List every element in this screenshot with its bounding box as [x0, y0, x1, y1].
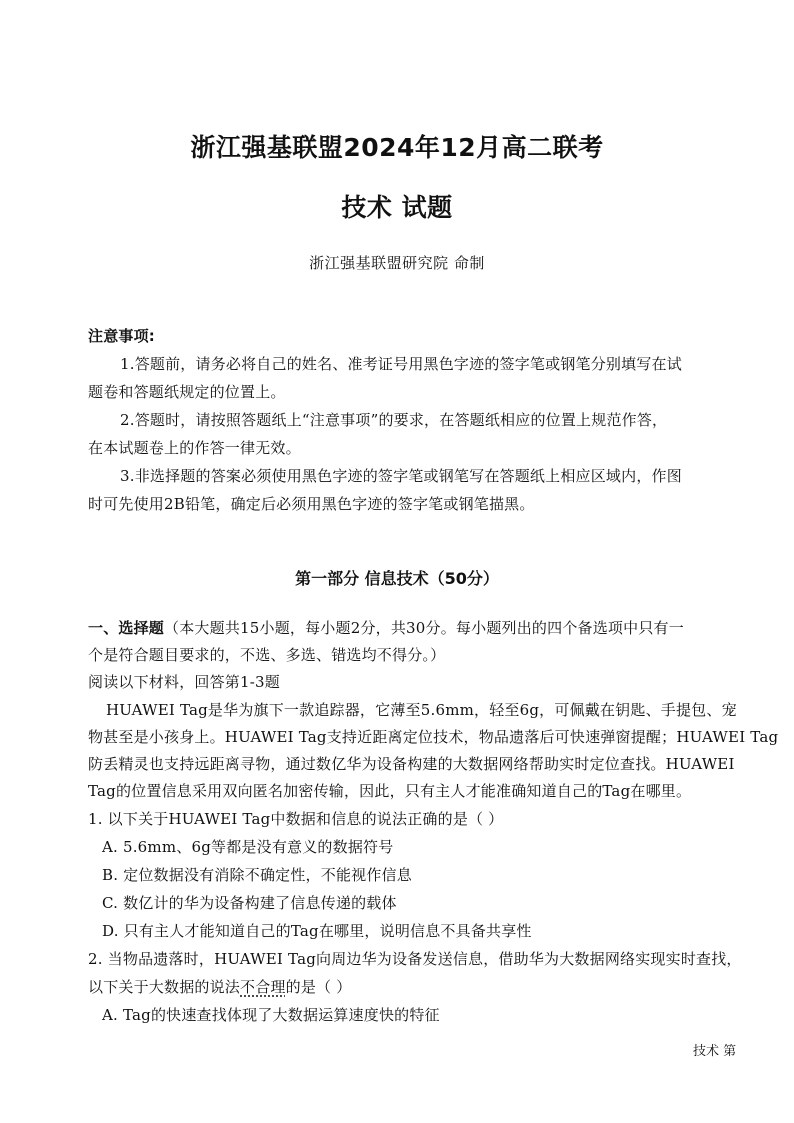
author-line: 浙江强基联盟研究院 命制: [309, 254, 485, 272]
question-2-option-a: A. Tag的快速查找体现了大数据运算速度快的特征: [102, 1006, 440, 1024]
question-1-option-b: B. 定位数据没有消除不确定性，不能视作信息: [102, 866, 412, 884]
question-1-stem: 1. 以下关于HUAWEI Tag中数据和信息的说法正确的是（ ）: [88, 810, 504, 828]
notice-line-5: 3.非选择题的答案必须使用黑色字迹的签字笔或钢笔写在答题纸上相应区域内，作图: [120, 467, 682, 485]
question-2-stem-2: [88, 976, 351, 997]
material-line-4: Tag的位置信息采用双向匿名加密传输，因此，只有主人才能准确知道自己的Tag在哪里。: [88, 782, 692, 800]
page-subtitle: 技术 试题: [341, 193, 453, 222]
section-desc-1: （本大题共15小题，每小题2分，共30分。每小题列出的四个备选项中只有一: [164, 619, 684, 637]
section-desc-2: 个是符合题目要求的，不选、多选、错选均不得分。）: [88, 646, 446, 664]
notice-line-2: 题卷和答题纸规定的位置上。: [88, 383, 286, 401]
section-heading: [88, 617, 684, 638]
question-1-option-a: A. 5.6mm、6g等都是没有意义的数据符号: [102, 838, 394, 856]
section-label: 一、选择题: [88, 619, 165, 637]
notice-line-1: 1.答题前，请务必将自己的姓名、准考证号用黑色字迹的签字笔或钢笔分别填写在试: [120, 355, 682, 373]
part-title: 第一部分 信息技术（50分）: [295, 569, 499, 588]
material-line-3: 防丢精灵也支持远距离寻物，通过数亿华为设备构建的大数据网络帮助实时定位查找。HUAWEI: [88, 755, 735, 773]
question-2-emphasis: 不合理: [240, 978, 286, 996]
question-1-option-d: D. 只有主人才能知道自己的Tag在哪里，说明信息不具备共享性: [102, 922, 532, 940]
reading-instruction: 阅读以下材料，回答第1-3题: [88, 673, 280, 691]
question-2-stem-pre: 以下关于大数据的说法: [88, 978, 241, 996]
page-title: 浙江强基联盟2024年12月高二联考: [190, 133, 604, 162]
material-line-2: 物甚至是小孩身上。HUAWEI Tag支持近距离定位技术，物品遗落后可快速弹窗提醒；HUAWEI Tag: [88, 728, 779, 746]
question-1-option-c: C. 数亿计的华为设备构建了信息传递的载体: [102, 894, 397, 912]
question-2-stem-1: 2. 当物品遗落时，HUAWEI Tag向周边华为设备发送信息，借助华为大数据网络实现实时查找，: [88, 950, 742, 968]
notice-line-4: 在本试题卷上的作答一律无效。: [88, 439, 301, 457]
notice-line-3: 2.答题时，请按照答题纸上“注意事项”的要求，在答题纸相应的位置上规范作答，: [120, 411, 668, 429]
material-line-1: HUAWEI Tag是华为旗下一款追踪器，它薄至5.6mm，轻至6g，可佩戴在钥匙、手提包、宠: [106, 701, 737, 719]
page-footer: 技术 第: [693, 1044, 737, 1059]
question-2-stem-post: 的是（ ）: [285, 978, 352, 996]
notice-line-6: 时可先使用2B铅笔，确定后必须用黑色字迹的签字笔或钢笔描黑。: [88, 495, 535, 513]
notice-heading: 注意事项:: [88, 327, 155, 345]
